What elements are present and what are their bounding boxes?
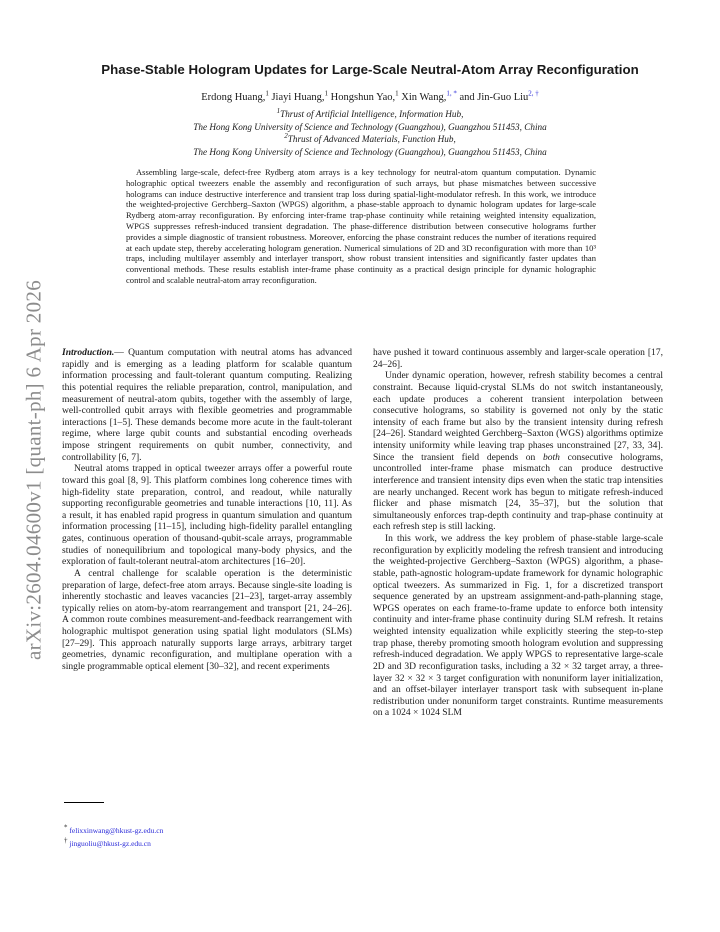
body-paragraph: Neutral atoms trapped in optical tweezer arrays offer a powerful route toward this goal [8, 9]. This platform combines long coherence times with high-fidelity state preparation, control, and readout, while naturally supporting reconfigurable geometries and tunable interactions [10, 11]. As a result, it has enabled rapid progress in quantum simulation and quantum information processing [11–15], including high-fidelity parallel entangling gates, continuous operation of thousand-qubit-scale arrays, programmable studies of nonequilibrium and topological many-body physics, and the exploration of fault-tolerant neutral-atom architectures [16–20]. [62,463,352,568]
section-heading: Introduction. [62,347,115,358]
footnote-rule [64,802,104,803]
author-name: Jin-Guo Liu [477,92,529,103]
author-conjunction: and [459,92,475,103]
body-paragraph: Under dynamic operation, however, refresh stability becomes a central constraint. Because liquid-crystal SLMs do not switch instantaneously, each update produces a coherent transient interpolation between consecutive holograms, so stability is governed not only by the static intensity of each frame but also by the transient intensity during refresh [24–26]. Standard weighted Gerchberg–Saxton (WGS) algorithms optimize intensity uniformity while leaving trap phases unconstrained [27, 33, 34]. Since the transient field depends on both consecutive holograms, uncontrolled inter-frame phase mismatch can produce destructive interference and transient intensity dips even when the static trap intensities are nearly unchanged. Recent work has begun to mitigate refresh-induced flicker and phase mismatch [24, 35–37], but the solution that simultaneously enforces trap-depth continuity and trap-phase continuity at each refresh step is still lacking. [373,370,663,533]
arxiv-watermark [14,250,54,690]
right-column [373,347,663,719]
author-list [80,89,660,103]
author-affil-mark: 1 [395,89,399,98]
footnote: † jinguoliu@hkust-gz.edu.cn [64,836,151,848]
author-name: Xin Wang, [401,92,447,103]
email-link[interactable]: jinguoliu@hkust-gz.edu.cn [69,839,151,848]
author-affil-link[interactable]: 1, * [446,89,457,98]
author-affil-mark: 1 [324,89,329,98]
affiliation-line: $^1$Thrust of Artificial Intelligence, Information Hub, [276,106,464,119]
body-paragraph: A central challenge for scalable operation is the deterministic preparation of large, defect-free atom arrays. Because single-site loading is inherently stochastic and leaves vacancies [21–23], target-array assembly typically relies on atom-by-atom rearrangement and transport [21, 24–26]. A common route combines measurement-and-feedback rearrangement with holographic multispot generation using spatial light modulators (SLMs) [27–29]. This approach naturally supports large arrays, arbitrary target geometries, dynamic reconfiguration, and multiplane operation with a single programmable optical element [30–32], and recent experiments [62,567,352,672]
arxiv-id: arXiv:2604.04600v1 [quant-ph] 6 Apr 2026 [21,279,46,661]
paper-title: Phase-Stable Hologram Updates for Large-Scale Neutral-Atom Array Reconfiguration [101,62,639,77]
affiliations [80,108,660,158]
left-column [62,347,352,673]
affiliation-line: $^2$Thrust of Advanced Materials, Function Hub, [284,132,456,145]
intro-paragraph: Introduction.— Quantum computation with neutral atoms has advanced rapidly and is emerging as a leading platform for scalable quantum information processing and fault-tolerant quantum computing. Realizing this potential requires the reliable preparation, control, manipulation, and measurement of neutral-atom qubits, together with the assembly of large, well-controlled qubit arrays with flexible geometries and programmable interactions [1–5]. These demands become more acute in the fault-tolerant regime, where large qubit counts and substantial encoding overheads impose stringent requirements on qubit number, connectivity, and controllability [6, 7]. [62,347,352,463]
author-affil-mark: 1 [265,89,269,98]
author-name: Erdong Huang, [201,92,266,103]
footnote: * felixxinwang@hkust-gz.edu.cn [64,823,164,835]
author-name: Hongshun Yao, [330,92,396,103]
author-affil-link[interactable]: 2, † [528,89,539,98]
body-paragraph: In this work, we address the key problem of phase-stable large-scale reconfiguration by explicitly modeling the refresh transient and introducing the weighted-projective Gerchberg–Saxton (WPGS) algorithm, a phase-stable, path-agnostic hologram-update framework for dynamic holographic optical tweezers. As summarized in Fig. 1, for a discretized transport sequence generated by an upstream assignment-and-path-planning stage, WPGS operates on each frame-to-frame update to enforce both intensity continuity and inter-frame phase continuity during SLM refresh. It retains weighted intensity equalization while explicitly steering the step-to-step trap phase, thereby promoting smooth hologram evolution and suppressing refresh-induced degradation. We apply WPGS to representative large-scale 2D and 3D reconfiguration tasks, including a 32 × 32 target array, a three-layer 32 × 32 × 3 target configuration with nonuniform layer initialization, and an offset-bilayer interlayer transport task with subsequent in-plane redistribution under nonuniform target constraints. Runtime measurements on a 1024 × 1024 SLM [373,533,663,719]
body-paragraph: have pushed it toward continuous assembly and larger-scale operation [17, 24–26]. [373,347,663,370]
affiliation-line: The Hong Kong University of Science and Technology (Guangzhou), Guangzhou 511453, China [193,121,547,132]
author-name: Jiayi Huang, [271,92,325,103]
affiliation-line: The Hong Kong University of Science and Technology (Guangzhou), Guangzhou 511453, China [193,146,547,157]
email-link[interactable]: felixxinwang@hkust-gz.edu.cn [69,826,164,835]
abstract: Assembling large-scale, defect-free Rydberg atom arrays is a key technology for neutral-atom quantum computation. Dynamic holographic optical tweezers enable the assembly and reconfiguration of such arrays, but phase mismatches between successive holograms can induce destructive interference and transient trap loss during spatial-light-modulator refresh. In this work, we introduce the weighted-projective Gerchberg–Saxton (WPGS) algorithm, a phase-stable approach to dynamic hologram updates for large-scale Rydberg atom-array reconfiguration. By enforcing inter-frame trap-phase continuity while retaining weighted intensity equalization, WPGS suppresses refresh-induced transient degradation. The phase-difference distribution between consecutive holograms further provides a simple diagnostic of transient robustness. Moreover, enforcing the phase constraint reduces the number of iterations required at each update step, thereby accelerating hologram generation. Numerical simulations of 2D and 3D reconfiguration with more than 10³ traps, including multilayer assembly and interlayer transport, show robust transient intensities and significantly faster updates than conventional methods. These results establish inter-frame phase continuity as a practical design principle for dynamic holographic control and scalable neutral-atom array reconfiguration. [126,167,596,285]
